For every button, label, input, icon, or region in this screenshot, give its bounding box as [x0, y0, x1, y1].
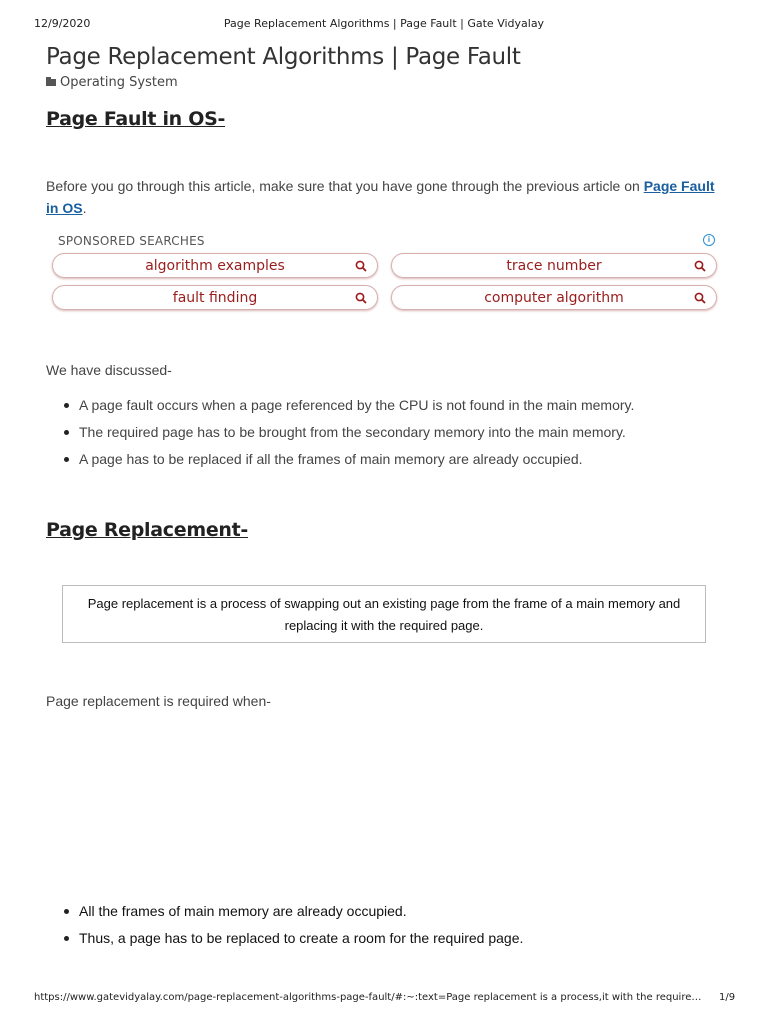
search-icon — [694, 260, 706, 272]
search-icon — [355, 260, 367, 272]
section-heading-page-replacement: Page Replacement- — [46, 519, 249, 541]
search-icon — [355, 292, 367, 304]
page-fault-link[interactable]: Page Fault in OS — [46, 178, 715, 216]
discussed-label: We have discussed- — [46, 362, 172, 378]
print-date: 12/9/2020 — [34, 17, 91, 30]
info-icon[interactable]: i — [703, 234, 715, 246]
category-link[interactable] — [46, 75, 178, 90]
search-icon — [694, 292, 706, 304]
list-item: All the frames of main memory are already occupied. — [46, 902, 523, 929]
category-label: Operating System — [60, 75, 178, 90]
intro-text: Before you go through this article, make sure that you have gone through the previous article on — [46, 178, 644, 194]
list-item: A page fault occurs when a page referenced by the CPU is not found in the main memory. — [46, 396, 634, 423]
sponsored-search-label: fault finding — [172, 289, 258, 306]
sponsored-search-button[interactable] — [52, 285, 378, 310]
sponsored-label: SPONSORED SEARCHES — [58, 234, 205, 248]
sponsored-search-button[interactable] — [52, 253, 378, 278]
folder-icon — [46, 79, 56, 86]
sponsored-search-label: trace number — [506, 257, 602, 274]
sponsored-search-button[interactable] — [391, 285, 717, 310]
required-list — [46, 902, 523, 956]
sponsored-search-button[interactable] — [391, 253, 717, 278]
intro-paragraph — [46, 175, 726, 219]
sponsored-search-label: algorithm examples — [145, 257, 285, 274]
sponsored-search-label: computer algorithm — [484, 289, 624, 306]
list-item: A page has to be replaced if all the frames of main memory are already occupied. — [46, 450, 634, 477]
print-url: https://www.gatevidyalay.com/page-replacement-algorithms-page-fault/#:~:text=Page replacement is a process,it with the require… — [34, 992, 702, 1003]
print-page-number: 1/9 — [719, 992, 736, 1003]
definition-box — [62, 585, 706, 643]
list-item: The required page has to be brought from the secondary memory into the main memory. — [46, 423, 634, 450]
definition-text: Page replacement is a process of swapping out an existing page from the frame of a main memory and replacing it with the required page. — [87, 596, 681, 633]
discussed-list — [46, 396, 634, 477]
section-heading-page-fault: Page Fault in OS- — [46, 108, 226, 130]
required-when-label: Page replacement is required when- — [46, 693, 271, 709]
print-doc-title: Page Replacement Algorithms | Page Fault | Gate Vidyalay — [223, 17, 545, 30]
intro-end: . — [82, 200, 87, 216]
page-title: Page Replacement Algorithms | Page Fault — [46, 44, 521, 70]
list-item: Thus, a page has to be replaced to create a room for the required page. — [46, 929, 523, 956]
